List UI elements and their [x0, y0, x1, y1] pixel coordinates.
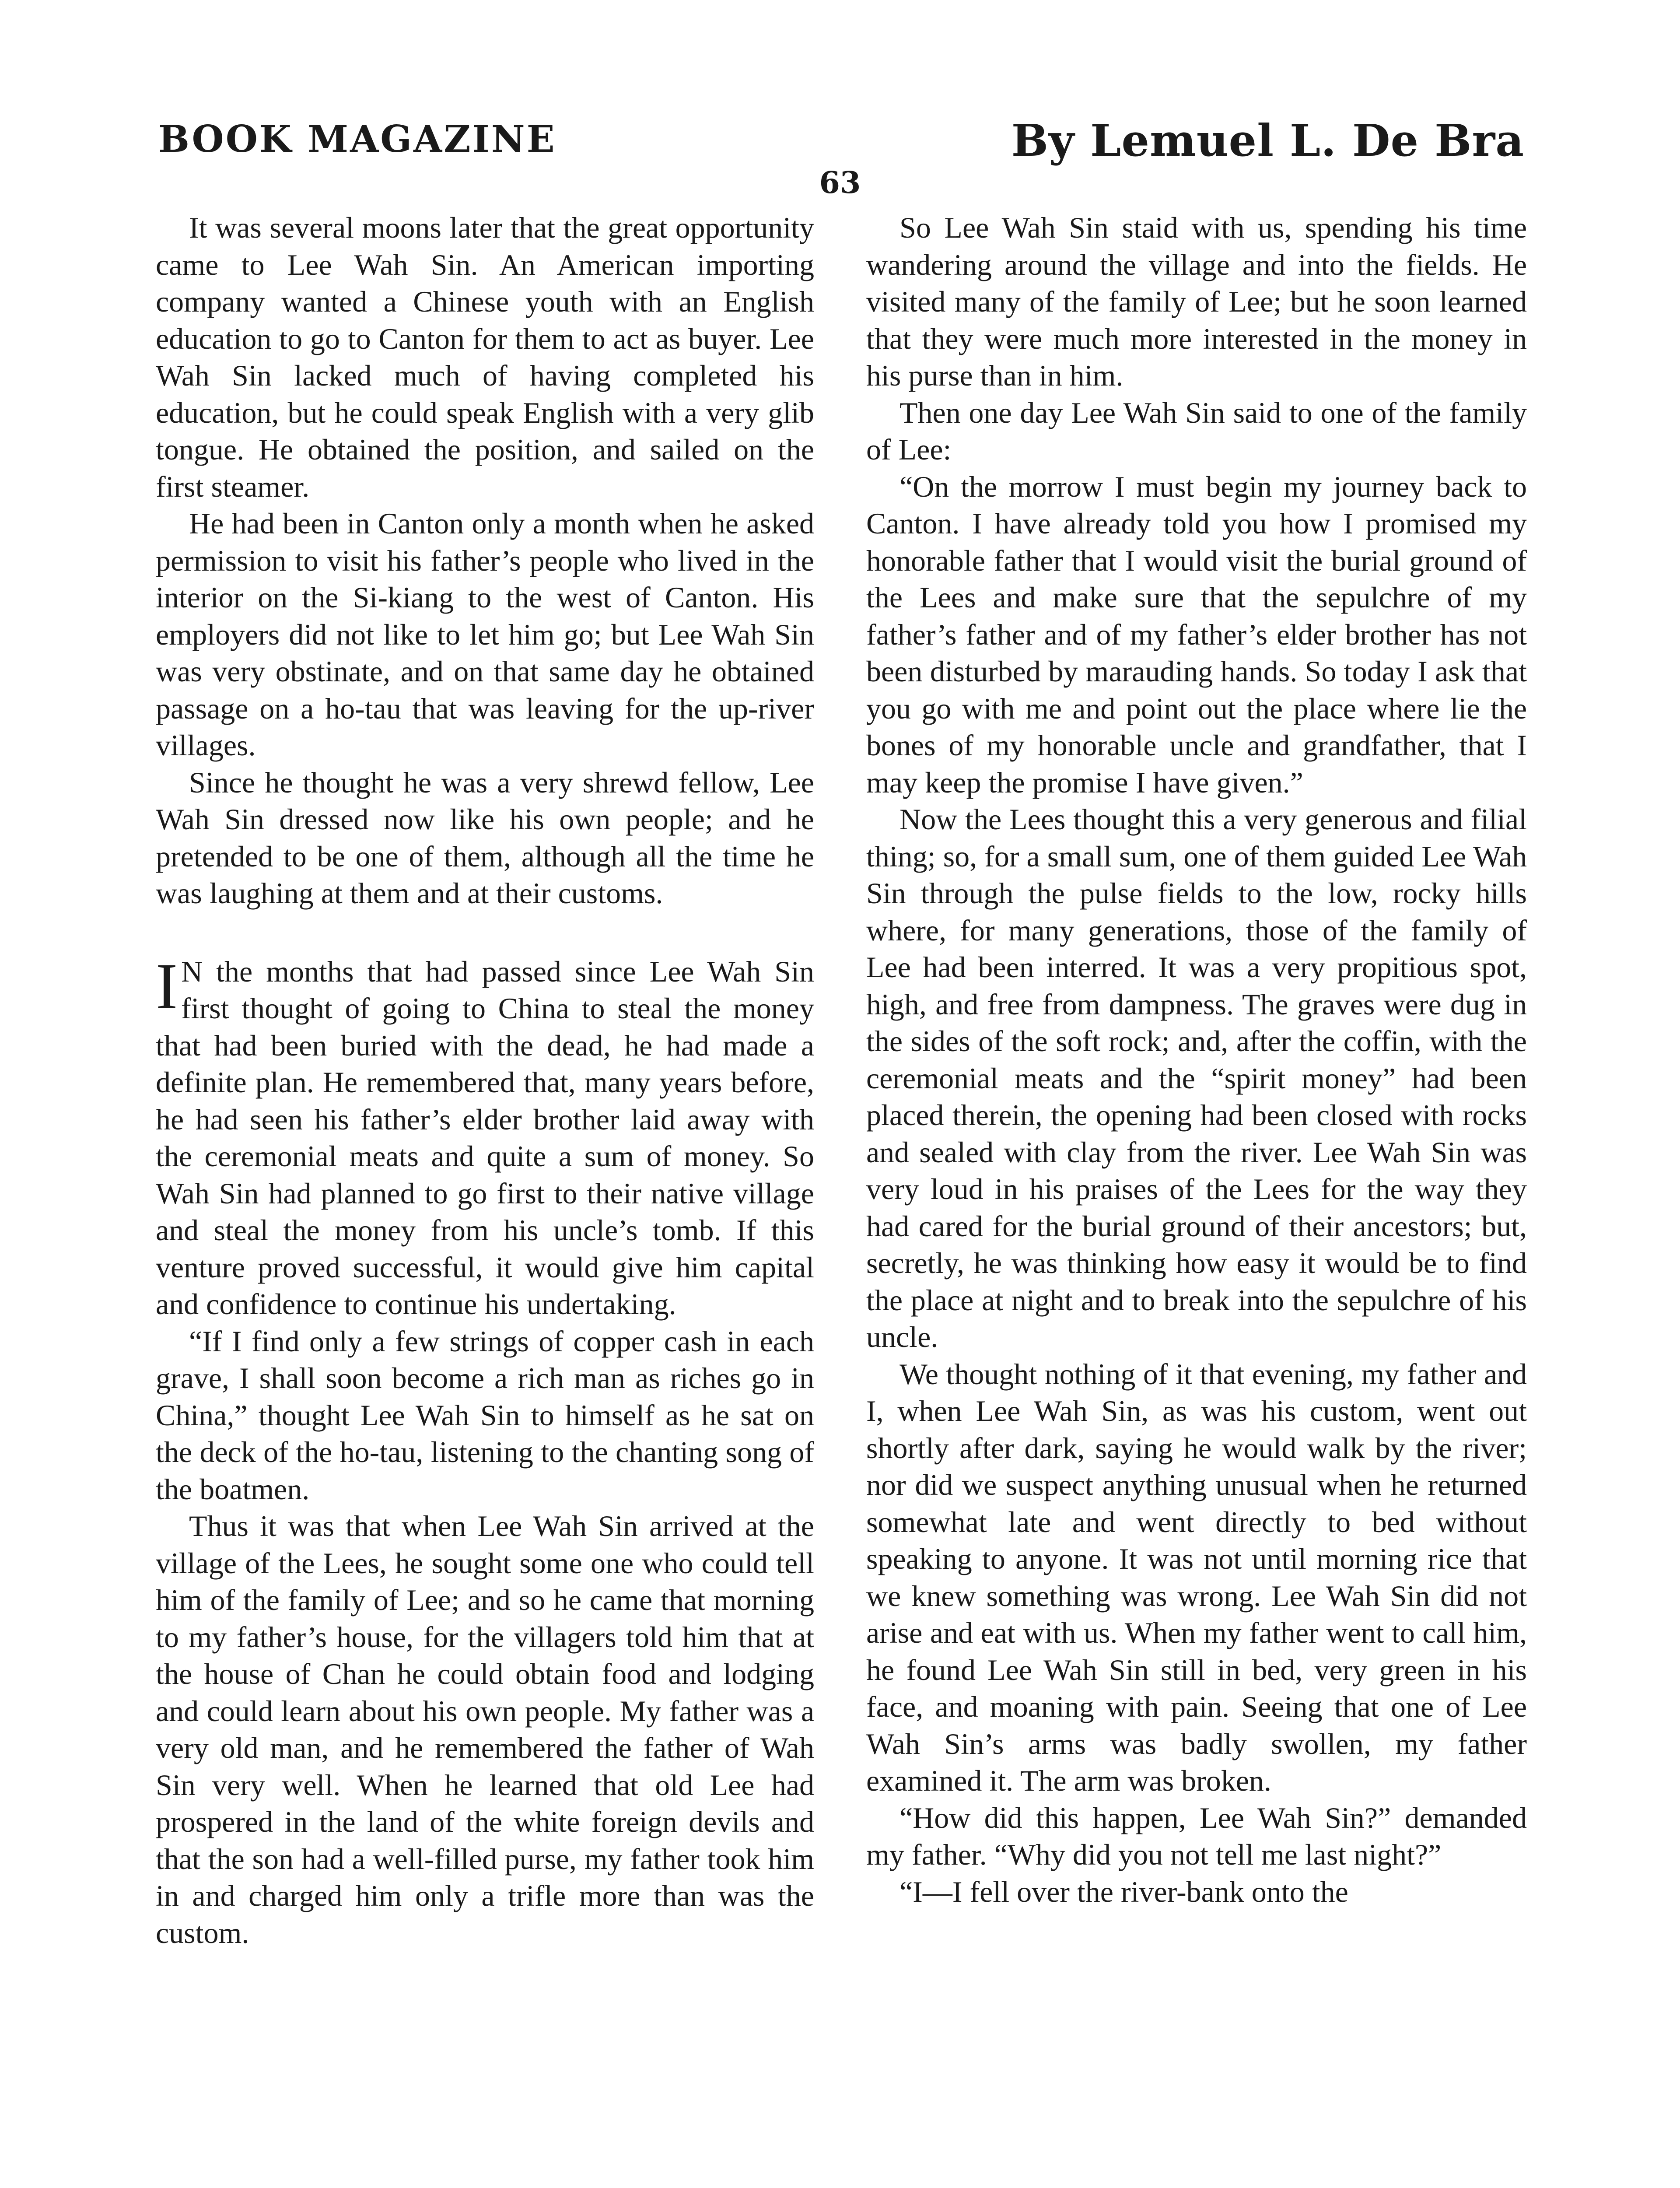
paragraph-text: N the months that had passed since Lee Wah Sin first thought of going to China to steal the money that had been buried with the dead, he had made a definite plan. He remembered that, many years before, he had seen his father’s elder brother laid away with the ceremonial meats and quite a sum of money. So Wah Sin had planned to go first to their native village and steal the money from his uncle’s tomb. If this venture proved successful, it would give him capital and confidence to continue his undertaking. [156, 954, 814, 1321]
page-number: 63 [819, 165, 861, 200]
paragraph: Since he thought he was a very shrewd fellow, Lee Wah Sin dressed now like his own people; and he pretended to be one of them, although all the time he was laughing at them and at their customs. [156, 765, 814, 910]
drop-cap: I [156, 950, 178, 1023]
paragraph: “If I find only a few strings of copper cash in each grave, I shall soon become a rich man as riches go in China,” thought Lee Wah Sin to himself as he sat on the deck of the ho-tau, listening to the chanting song of the boatmen. [156, 1324, 814, 1506]
section-opening-paragraph [156, 950, 814, 1323]
paragraph: “I—I fell over the river-bank onto the [900, 1875, 1348, 1908]
paragraph: It was several moons later that the great opportunity came to Lee Wah Sin. An American importing company wanted a Chinese youth with an English education to go to Canton for them to act as buyer. Lee Wah Sin lacked much of having completed his education, but he could speak English with a very glib tongue. He obtained the position, and sailed on the first steamer. [156, 211, 814, 503]
running-header-publication: BOOK MAGAZINE [158, 117, 556, 161]
paragraph: “On the morrow I must begin my journey back to Canton. I have already told you how I promised my honorable father that I would visit the burial ground of the Lees and make sure that the sepulchre of my father’s father and of my father’s elder brother has not been disturbed by marauding hands. So today I ask that you go with me and point out the place where lie the bones of my honorable uncle and grandfather, that I may keep the promise I have given.” [866, 470, 1527, 799]
paragraph: Now the Lees thought this a very generous and filial thing; so, for a small sum, one of them guided Lee Wah Sin through the pulse fields to the low, rocky hills where, for many generations, those of the family of Lee had been interred. It was a very propitious spot, high, and free from dampness. The graves were dug in the sides of the soft rock; and, after the coffin, with the ceremonial meats and the “spirit money” had been placed therein, the opening had been closed with rocks and sealed with clay from the river. Lee Wah Sin was very loud in his praises of the Lees for the way they had cared for the burial ground of their ancestors; but, secretly, he was thinking how easy it would be to find the place at night and to break into the sepulchre of his uncle. [866, 803, 1527, 1353]
paragraph: So Lee Wah Sin staid with us, spending his time wandering around the village and into the fields. He visited many of the family of Lee; but he soon learned that they were much more interested in the money in his purse than in him. [866, 211, 1527, 392]
paragraph: “How did this happen, Lee Wah Sin?” demanded my father. “Why did you not tell me last night?” [866, 1801, 1527, 1871]
paragraph: Thus it was that when Lee Wah Sin arrived at the village of the Lees, he sought some one who could tell him of the family of Lee; and so he came that morning to my father’s house, for the villagers told him that at the house of Chan he could obtain food and lodging and could learn about his own people. My father was a very old man, and he remembered the father of Wah Sin very well. When he learned that old Lee had prospered in the land of the white foreign devils and that the son had a well-filled purse, my father took him in and charged him only a trifle more than was the custom. [156, 1509, 814, 1950]
right-column [866, 209, 1527, 1910]
paragraph: He had been in Canton only a month when he asked permission to visit his father’s people who lived in the interior on the Si-kiang to the west of Canton. His employers did not like to let him go; but Lee Wah Sin was very obstinate, and on that same day he obtained passage on a ho-tau that was leaving for the up-river villages. [156, 507, 814, 762]
running-header-author: By Lemuel L. De Bra [1011, 115, 1524, 166]
paragraph: Then one day Lee Wah Sin said to one of the family of Lee: [866, 396, 1527, 466]
paragraph: We thought nothing of it that evening, my father and I, when Lee Wah Sin, as was his custom, went out shortly after dark, saying he would walk by the river; nor did we suspect anything unusual when he returned somewhat late and went directly to bed without speaking to anyone. It was not until morning rice that we knew something was wrong. Lee Wah Sin did not arise and eat with us. When my father went to call him, he found Lee Wah Sin still in bed, very green in his face, and moaning with pain. Seeing that one of Lee Wah Sin’s arms was badly swollen, my father examined it. The arm was broken. [866, 1357, 1527, 1797]
left-column [156, 209, 814, 1951]
